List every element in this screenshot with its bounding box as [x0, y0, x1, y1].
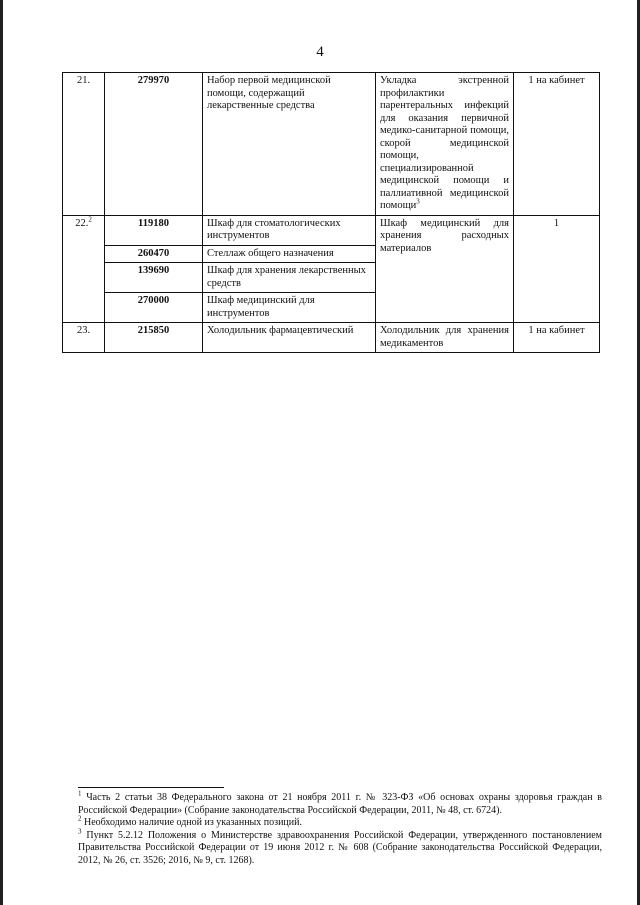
- row-number: 23.: [63, 323, 105, 353]
- code-cell: 215850: [105, 323, 203, 353]
- name-cell: Шкаф для хранения лекарственных средств: [203, 263, 376, 293]
- footnote: [78, 789, 602, 817]
- footnote-mark: 1: [78, 789, 82, 798]
- name-cell: Шкаф медицинский для инструментов: [203, 293, 376, 323]
- footnote-mark: 3: [78, 827, 82, 836]
- purpose-cell: Холодильник для хранения медикаментов: [376, 323, 514, 353]
- quantity-cell: 1 на кабинет: [514, 323, 600, 353]
- page-edge-left: [0, 0, 3, 905]
- purpose-cell: Шкаф медицинский для хранения расходных материалов: [376, 215, 514, 323]
- table-row: [63, 323, 600, 353]
- equipment-table: [62, 72, 600, 353]
- name-cell: Холодильник фармацевтический: [203, 323, 376, 353]
- footnote: [78, 827, 602, 868]
- footnote-text: Часть 2 статьи 38 Федерального закона от 21 ноября 2011 г. № 323-ФЗ «Об основах охраны здоровья граждан в Российской Федерации» (Собрание законодательства Российской Федерации, 2011, № 48, ст. 6724).: [78, 792, 602, 816]
- quantity-cell: 1 на кабинет: [514, 73, 600, 216]
- name-cell: Набор первой медицинской помощи, содержащий лекарственные средства: [203, 73, 376, 216]
- footnote-text: Необходимо наличие одной из указанных позиций.: [84, 817, 302, 828]
- footnote: [78, 814, 602, 830]
- footnote-divider: [78, 787, 224, 788]
- row-number: [63, 215, 105, 323]
- purpose-text: Укладка экстренной профилактики парентеральных инфекций для оказания первичной медико-санитарной помощи, скорой медицинской помощи, специализированной медицинской помощи и паллиативной медицинской помощи: [380, 75, 509, 211]
- footnote-mark: 2: [78, 814, 82, 823]
- name-cell: Шкаф для стоматологических инструментов: [203, 215, 376, 245]
- table-row: [63, 73, 600, 216]
- row-number-text: 22.: [75, 217, 89, 229]
- code-cell: 139690: [105, 263, 203, 293]
- footnote-ref: 3: [416, 197, 420, 206]
- table-row: [63, 215, 600, 245]
- code-cell: 260470: [105, 245, 203, 263]
- page-number: 4: [316, 44, 324, 60]
- footnote-ref: 2: [88, 215, 92, 223]
- name-cell: Стеллаж общего назначения: [203, 245, 376, 263]
- row-number: 21.: [63, 73, 105, 216]
- code-cell: 119180: [105, 215, 203, 245]
- purpose-cell: [376, 73, 514, 216]
- footnotes: [78, 789, 602, 867]
- code-cell: 279970: [105, 73, 203, 216]
- quantity-cell: 1: [514, 215, 600, 323]
- footnote-text: Пункт 5.2.12 Положения о Министерстве здравоохранения Российской Федерации, утвержденного постановлением Правительства Российской Федерации от 19 июня 2012 г. № 608 (Собрание законодательства Российской Федерации, 2012, № 26, ст. 3526; 2016, № 9, ст. 1268).: [78, 829, 602, 866]
- code-cell: 270000: [105, 293, 203, 323]
